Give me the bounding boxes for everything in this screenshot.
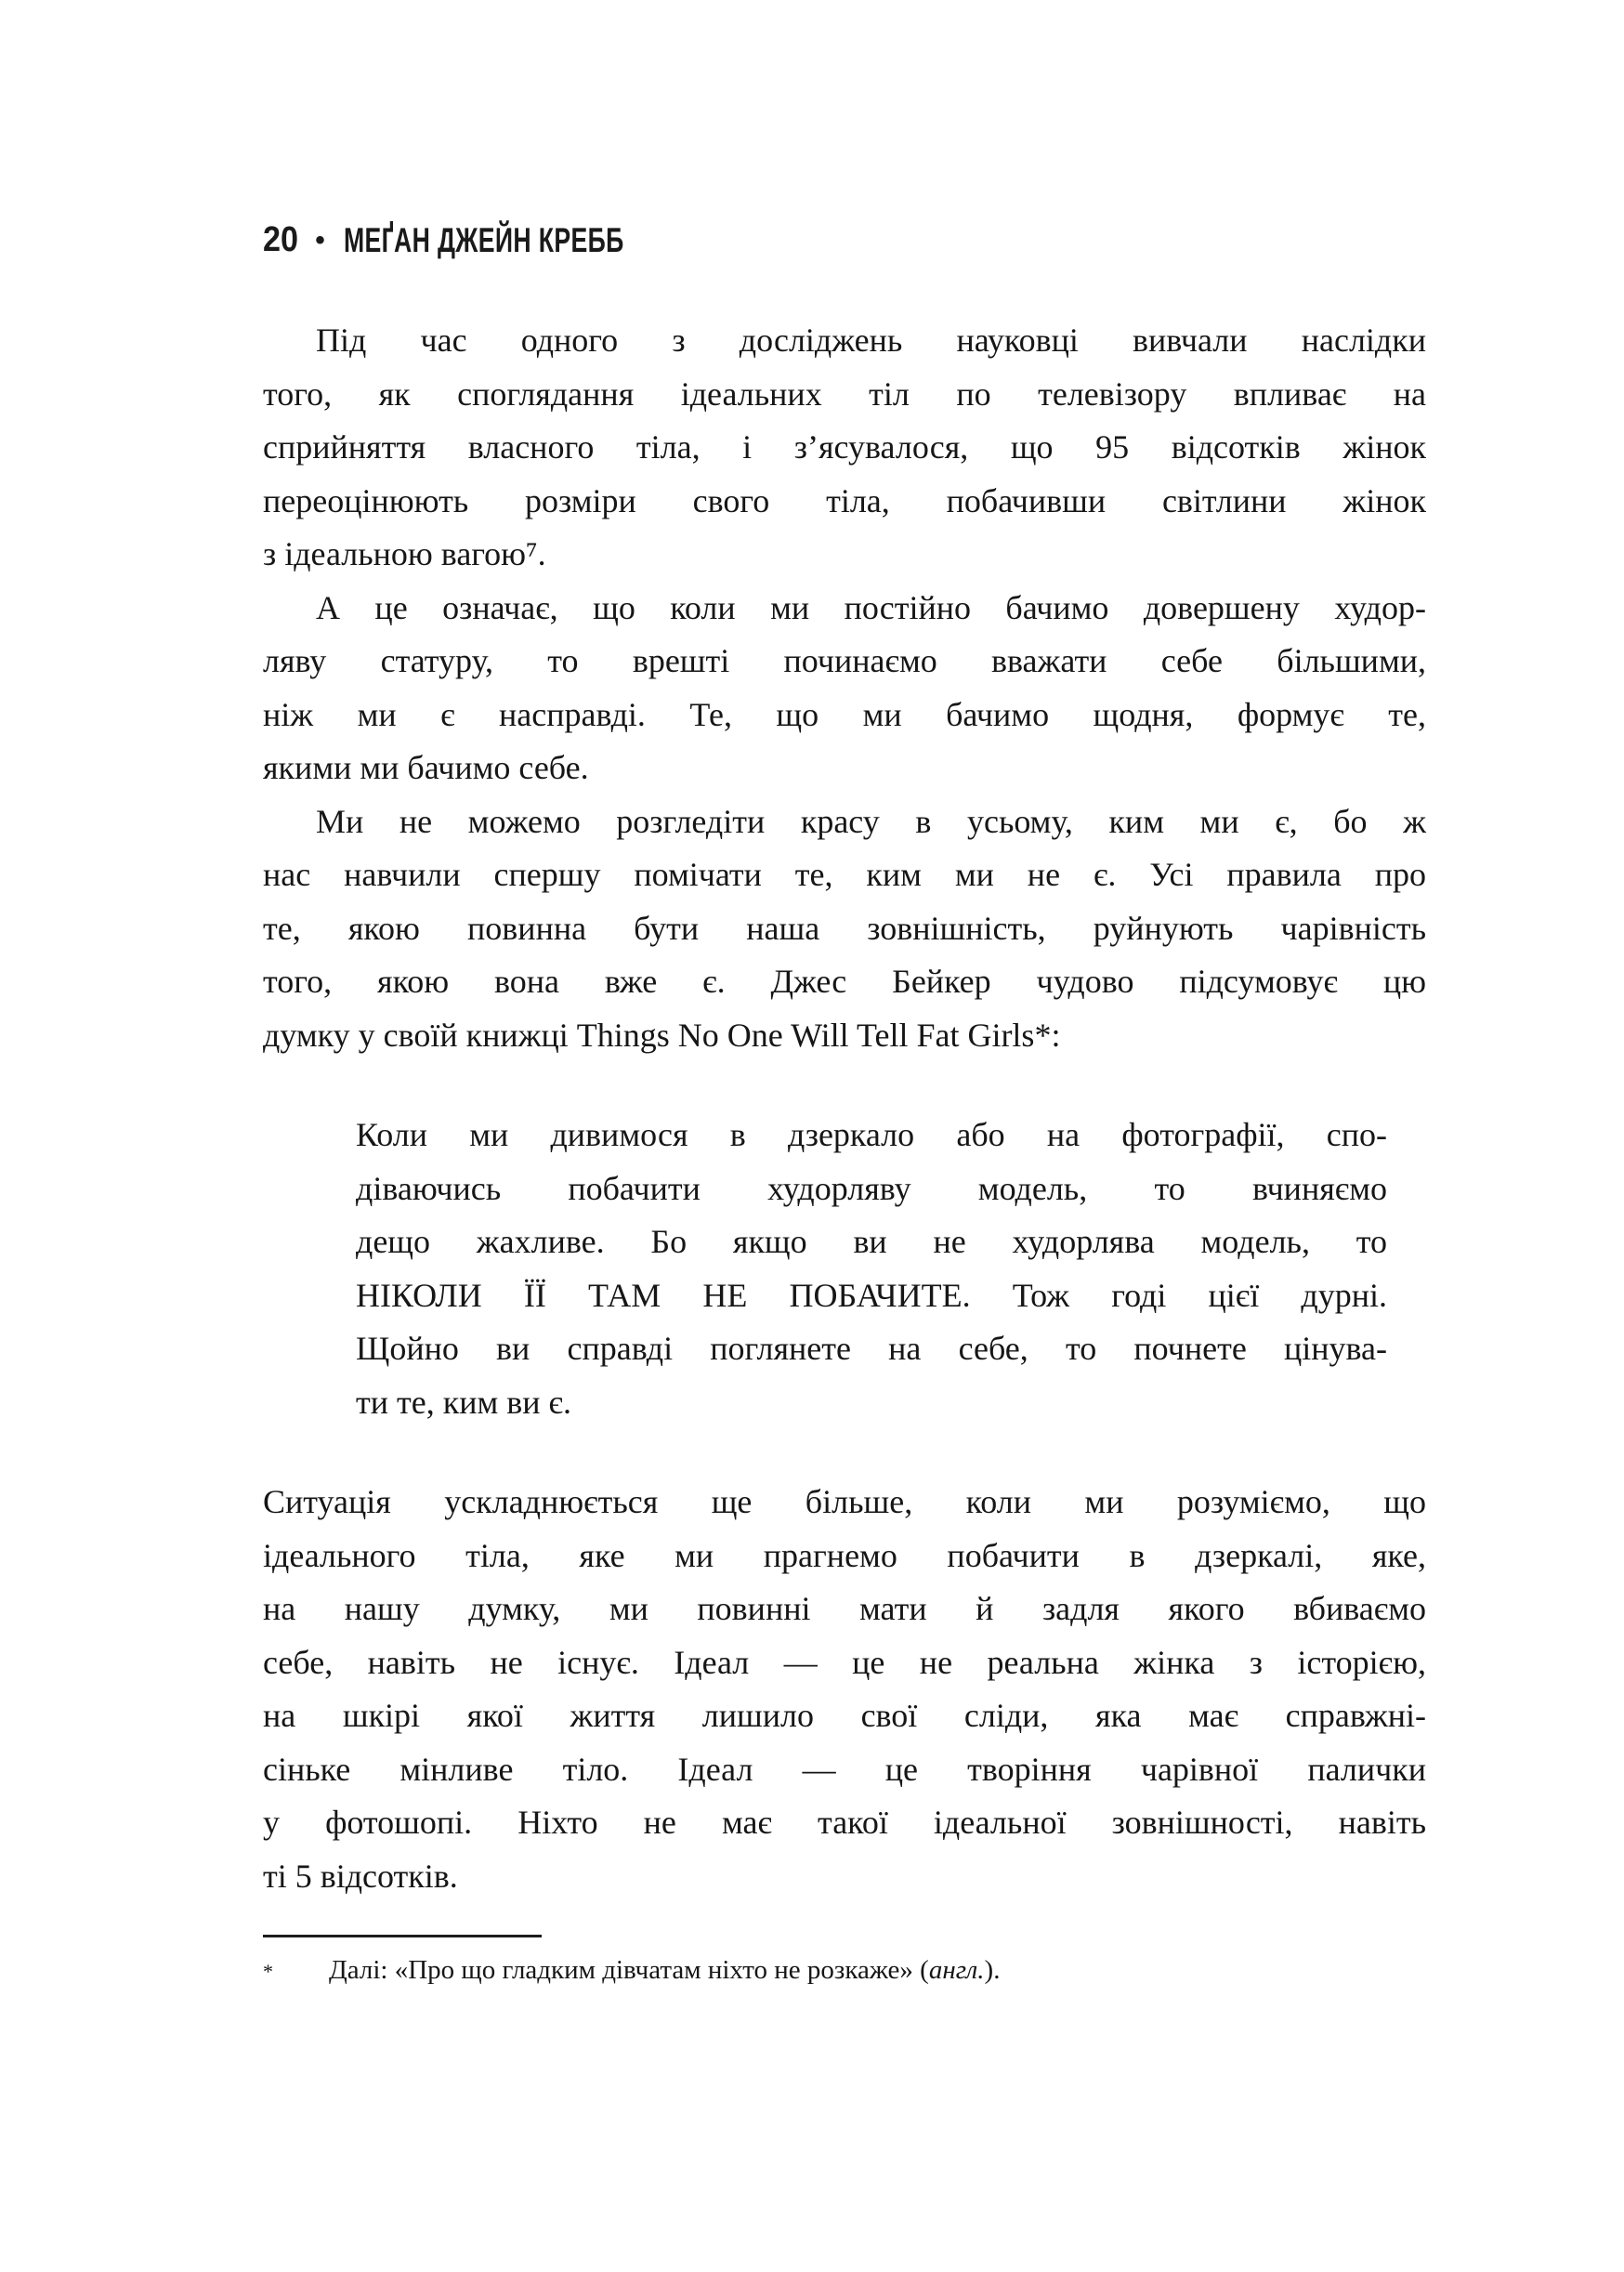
text-line: у фотошопі. Ніхто не має такої ідеальної зовнішності, навіть (263, 1804, 1426, 1841)
text-line: переоцінюють розміри свого тіла, побачивши світлини жінок (263, 481, 1426, 519)
text-line: те, якою повинна бути наша зовнішність, руйнують чарівність (263, 909, 1426, 947)
text-line: А це означає, що коли ми постійно бачимо довершену худор- (316, 588, 1426, 626)
quote-line: Коли ми дивимося в дзеркало або на фотографії, спо- (356, 1116, 1387, 1153)
paragraph (263, 795, 1426, 1063)
quote-line: НІКОЛИ ЇЇ ТАМ НЕ ПОБАЧИТЕ. Тож годі цієї дурні. (356, 1276, 1387, 1314)
text-line: Ми не можемо розгледіти красу в усьому, ким ми є, бо ж (316, 802, 1426, 840)
paragraph (263, 582, 1426, 795)
text-line: думку у своїй книжці Things No One Will Tell Fat Girls*: (263, 1016, 1061, 1054)
quote-line: ти те, ким ви є. (356, 1383, 571, 1421)
text-line: ніж ми є насправді. Те, що ми бачимо щодня, формує те, (263, 695, 1426, 733)
paragraph (263, 314, 1426, 582)
text-line: нас навчили спершу помічати те, ким ми не є. Усі правила про (263, 856, 1426, 893)
blockquote (356, 1109, 1387, 1429)
quote-line: Щойно ви справді поглянете на себе, то почнете цінува- (356, 1330, 1387, 1367)
quote-line: діваючись побачити худорляву модель, то вчиняємо (356, 1169, 1387, 1207)
text-line: з ідеальною вагою⁷. (263, 535, 546, 572)
text-line: себе, навіть не існує. Ідеал — це не реальна жінка з історією, (263, 1643, 1426, 1681)
footnote-text (329, 1951, 1434, 1989)
running-title: МЕҐАН ДЖЕЙН КРЕББ (343, 220, 624, 259)
text-line: ляву статуру, то врешті починаємо вважати себе більшими, (263, 642, 1426, 679)
quote-line: дещо жахливе. Бо якщо ви не худорлява модель, то (356, 1223, 1387, 1260)
paragraph (263, 1476, 1426, 1903)
bullet-separator-icon: • (315, 224, 325, 256)
text-line: на нашу думку, ми повинні мати й задля якого вбиваємо (263, 1590, 1426, 1627)
footnote-marker: * (263, 1960, 273, 1983)
text-line: того, якою вона вже є. Джес Бейкер чудово підсумовує цю (263, 963, 1426, 1000)
text-line: сприйняття власного тіла, і з’ясувалося, що 95 відсотків жінок (263, 428, 1426, 466)
text-line: якими ми бачимо себе. (263, 749, 589, 786)
footnote-text-end: ). (984, 1955, 1001, 1985)
text-line: ідеального тіла, яке ми прагнемо побачити в дзеркалі, яке, (263, 1536, 1426, 1574)
page-number: 20 (263, 220, 299, 259)
footnote-language-label: англ. (928, 1955, 985, 1985)
text-line: Ситуація ускладнюється ще більше, коли ми розуміємо, що (263, 1483, 1426, 1520)
footnote-divider (263, 1935, 542, 1937)
page-header (263, 220, 733, 260)
body-text (263, 314, 1426, 1903)
text-line: на шкірі якої життя лишило свої сліди, яка має справжні- (263, 1697, 1426, 1734)
footnote-text-start: Далі: «Про що гладким дівчатам ніхто не розкаже» ( (329, 1955, 929, 1985)
footnote (263, 1951, 1434, 1989)
text-line: Під час одного з досліджень науковці вивчали наслідки (316, 322, 1426, 359)
text-line: того, як споглядання ідеальних тіл по телевізору впливає на (263, 374, 1426, 413)
text-line: сіньке мінливе тіло. Ідеал — це творіння чарівної палички (263, 1750, 1426, 1788)
text-line: ті 5 відсотків. (263, 1857, 458, 1895)
